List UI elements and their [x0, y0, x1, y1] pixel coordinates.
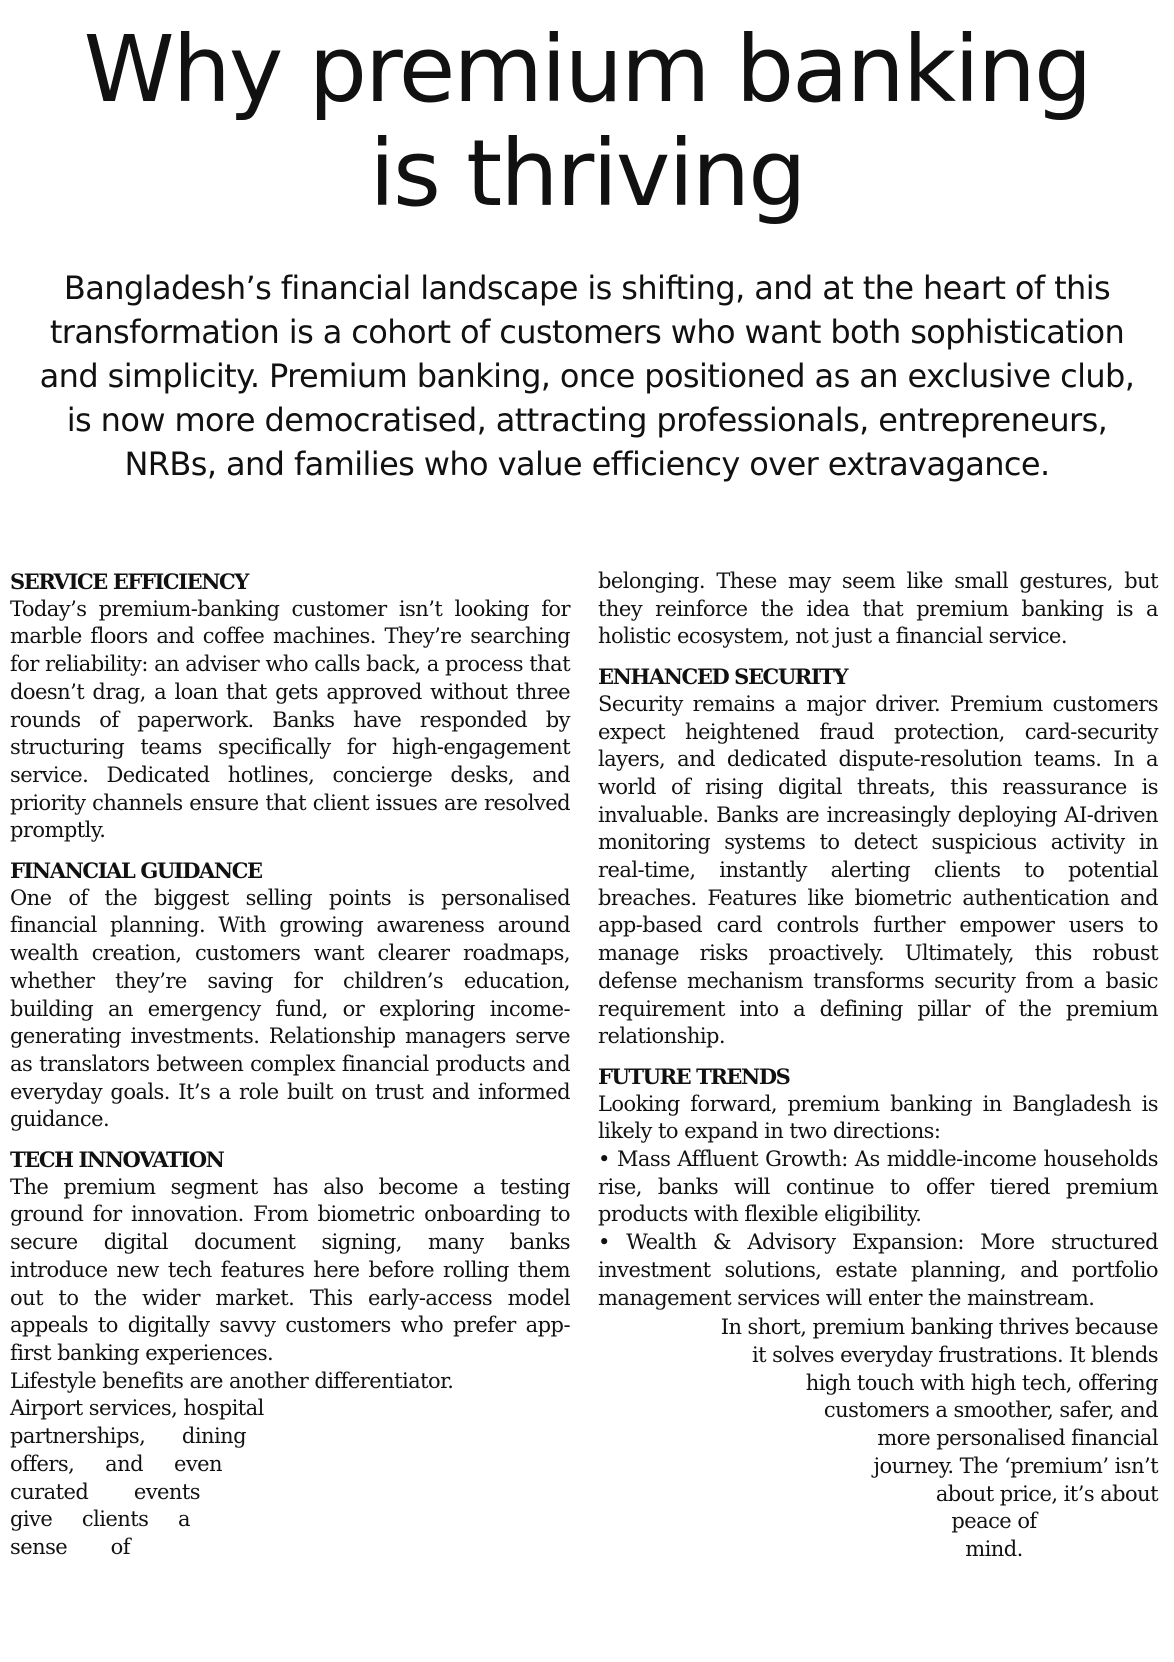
section-heading: TECH INNOVATION	[10, 1147, 224, 1173]
lifestyle-line: Airport services, hospital	[10, 1396, 264, 1421]
section-heading: SERVICE EFFICIENCY	[10, 569, 248, 594]
lifestyle-line: Lifestyle benefits are another differentiator.	[10, 1368, 454, 1393]
closing-line: more personalised financial	[877, 1426, 1158, 1451]
section-financial-guidance	[10, 857, 570, 1134]
closing-line: about price, it’s about	[935, 1481, 1158, 1506]
trend-bullet: • Wealth & Advisory Expansion: More structured investment solutions, estate planning, and portfolio management services will enter the mainstream.	[598, 1230, 1158, 1310]
section-heading: FUTURE TRENDS	[598, 1063, 790, 1089]
headline-line-1: Why premium banking	[83, 16, 1091, 123]
closing-paragraph	[598, 1314, 1158, 1563]
trend-bullet: • Mass Affluent Growth: As middle-income households rise, banks will continue to offer tiered premium products with flexible eligibility.	[598, 1147, 1158, 1227]
trends-intro: Looking forward, premium banking in Bangladesh is likely to expand in two directions:	[598, 1091, 1158, 1144]
lifestyle-line: give clients a	[10, 1507, 190, 1532]
section-enhanced-security	[598, 663, 1158, 1051]
closing-line: it solves everyday frustrations. It blends	[751, 1342, 1158, 1367]
lifestyle-line: offers, and even	[10, 1451, 222, 1476]
closing-line: journey. The ‘premium’ isn’t	[873, 1453, 1158, 1478]
section-heading: ENHANCED SECURITY	[598, 664, 848, 690]
section-tech-innovation	[10, 1146, 570, 1562]
left-column	[10, 568, 570, 1562]
lifestyle-line: sense of	[10, 1534, 130, 1559]
right-column	[598, 568, 1158, 1564]
lifestyle-wrap-text	[10, 1368, 570, 1562]
section-body: One of the biggest selling points is personalised financial planning. With growing awareness around wealth creation, customers want clearer roadmaps, whether they’re saving for children’s education, building an emergency fund, or exploring income-generating investments. Relationship managers serve as translators between complex financial products and everyday goals. It’s a role built on trust and informed guidance.	[10, 885, 570, 1132]
section-heading: FINANCIAL GUIDANCE	[10, 858, 262, 884]
lifestyle-line: curated events	[10, 1479, 200, 1504]
section-body: Today’s premium-banking customer isn’t looking for marble floors and coffee machines. They’re searching for reliability: an adviser who calls back, a process that doesn’t drag, a loan that gets approved without three rounds of paperwork. Banks have responded by structuring teams specifically for high-engagement service. Dedicated hotlines, concierge desks, and priority channels ensure that client issues are resolved promptly.	[10, 596, 570, 843]
section-body: The premium segment has also become a testing ground for innovation. From biometric onboarding to secure digital document signing, many banks introduce new tech features here before rolling them out to the wider market. This early-access model appeals to digitally savvy customers who prefer app-first banking experiences.	[10, 1174, 570, 1365]
closing-line: high touch with high tech, offering	[805, 1370, 1158, 1395]
standfirst: Bangladesh’s financial landscape is shifting, and at the heart of this transformation is a cohort of customers who want both sophistication and simplicity. Premium banking, once positioned as an exclusive club, is now more democratised, attracting professionals, entrepreneurs, NRBs, and families who value efficiency over extravagance.	[39, 269, 1135, 483]
closing-line: customers a smoother, safer, and	[823, 1398, 1158, 1423]
lifestyle-continued: belonging. These may seem like small gestures, but they reinforce the idea that premium banking is a holistic ecosystem, not just a financial service.	[598, 569, 1158, 649]
headline	[0, 18, 1174, 226]
headline-line-2: is thriving	[369, 120, 805, 227]
lifestyle-line: partnerships, dining	[10, 1424, 246, 1449]
section-body: Security remains a major driver. Premium customers expect heightened fraud protection, card-security layers, and dedicated dispute-resolution teams. In a world of rising digital threats, this reassurance is invaluable. Banks are increasingly deploying AI-driven monitoring systems to detect suspicious activity in real-time, instantly alerting clients to potential breaches. Features like biometric authentication and app-based card controls further empower users to manage risks proactively. Ultimately, this robust defense mechanism transforms security from a basic requirement into a defining pillar of the premium relationship.	[598, 691, 1158, 1049]
section-service-efficiency	[10, 568, 570, 845]
closing-line: peace of mind.	[951, 1509, 1037, 1561]
closing-line: In short, premium banking thrives because	[720, 1315, 1158, 1340]
section-future-trends	[598, 1063, 1158, 1564]
